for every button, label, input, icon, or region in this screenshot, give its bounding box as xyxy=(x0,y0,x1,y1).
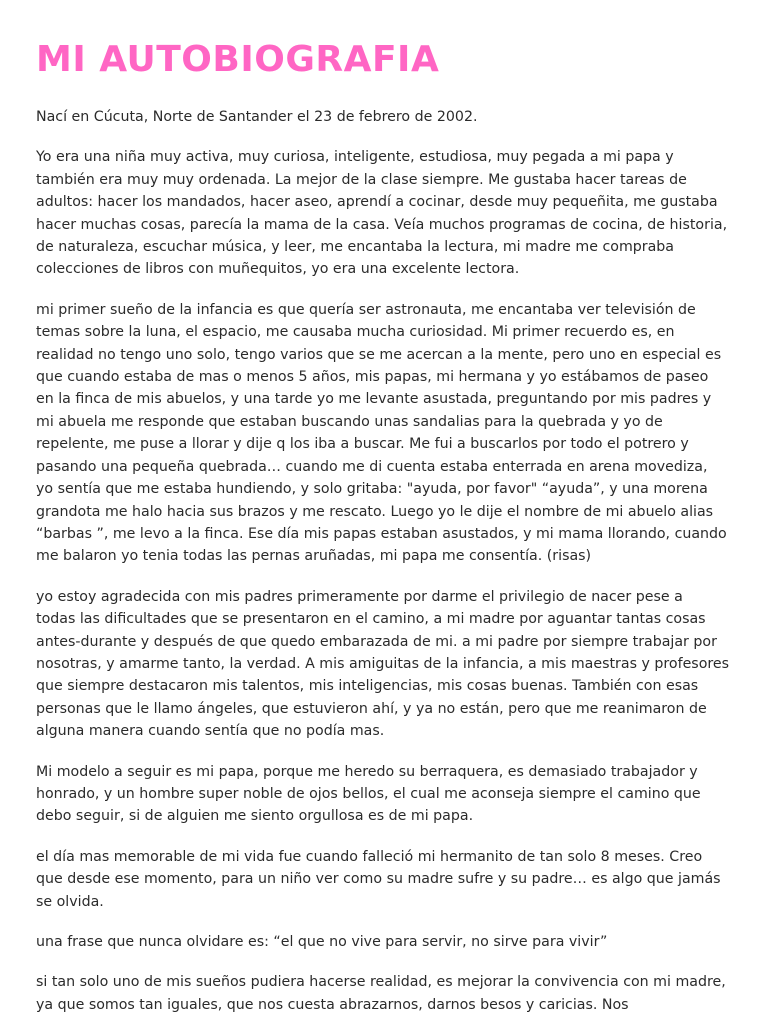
paragraph-line: personas que le llamo ángeles, que estuvieron ahí, y ya no están, pero que me reanimaron de xyxy=(36,700,707,717)
paragraph-line: repelente, me puse a llorar y dije q los iba a buscar. Me fui a buscarlos por todo el potrero y xyxy=(36,436,689,453)
paragraph-line: que cuando estaba de mas o menos 5 años, mis papas, mi hermana y yo estábamos de paseo xyxy=(36,369,709,386)
paragraph-line: si tan solo uno de mis sueños pudiera hacerse realidad, es mejorar la convivencia con mi madre, xyxy=(36,974,726,991)
paragraph-line: realidad no tengo uno solo, tengo varios que se me acercan a la mente, pero uno en especial es xyxy=(36,346,722,363)
paragraph-line: antes-durante y después de que quedo embarazada de mi. a mi padre por siempre trabajar por xyxy=(36,633,717,650)
paragraph-line: adultos: hacer los mandados, hacer aseo, aprendí a cocinar, desde muy pequeñita, me gustaba xyxy=(36,194,718,211)
paragraph-line: “barbas ”, me levo a la finca. Ese día mis papas estaban asustados, y mi mama llorando, cuando xyxy=(36,525,727,542)
paragraph xyxy=(36,971,734,1016)
paragraph-line: honrado, y un hombre super noble de ojos bellos, el cual me aconseja siempre el camino que xyxy=(36,785,701,802)
paragraph xyxy=(36,106,734,128)
paragraph-line: mi primer sueño de la infancia es que quería ser astronauta, me encantaba ver televisión de xyxy=(36,301,696,318)
paragraph-line: temas sobre la luna, el espacio, me causaba mucha curiosidad. Mi primer recuerdo es, en xyxy=(36,324,675,341)
paragraph-line: también era muy muy ordenada. La mejor de la clase siempre. Me gustaba hacer tareas de xyxy=(36,171,687,188)
document-body xyxy=(36,106,734,1016)
paragraph-line: de naturaleza, escuchar música, y leer, me encantaba la lectura, mi madre me compraba xyxy=(36,239,674,256)
paragraph-line: grandota me halo hacia sus brazos y me rescato. Luego yo le dije el nombre de mi abuelo alias xyxy=(36,503,714,520)
document-title: MI AUTOBIOGRAFIA xyxy=(36,39,440,80)
paragraph-line: una frase que nunca olvidare es: “el que no vive para servir, no sirve para vivir” xyxy=(36,934,608,950)
paragraph-line: todas las dificultades que se presentaron en el camino, a mi madre por aguantar tantas cosas xyxy=(36,611,706,628)
paragraph-line: Yo era una niña muy activa, muy curiosa, inteligente, estudiosa, muy pegada a mi papa y xyxy=(36,149,674,166)
paragraph-line: nosotras, y amarme tanto, la verdad. A mis amiguitas de la infancia, a mis maestras y profesores xyxy=(36,655,730,672)
paragraph-line: que siempre destacaron mis talentos, mis inteligencias, mis cosas buenas. También con esas xyxy=(36,678,699,695)
paragraph-line: debo seguir, si de alguien me siento orgullosa es de mi papa. xyxy=(36,808,474,825)
paragraph-line: ya que somos tan iguales, que nos cuesta abrazarnos, darnos besos y caricias. Nos xyxy=(36,996,629,1013)
paragraph-line: en la finca de mis abuelos, y una tarde yo me levante asustada, preguntando por mis padres y xyxy=(36,391,712,408)
paragraph xyxy=(36,299,734,568)
paragraph-line: Nací en Cúcuta, Norte de Santander el 23 de febrero de 2002. xyxy=(36,109,478,125)
paragraph-line: colecciones de libros con muñequitos, yo era una excelente lectora. xyxy=(36,261,520,278)
paragraph xyxy=(36,146,734,280)
paragraph-line: el día mas memorable de mi vida fue cuando falleció mi hermanito de tan solo 8 meses. Creo xyxy=(36,848,703,865)
paragraph-line: me balaron yo tenia todas las pernas aruñadas, mi papa me consentía. (risas) xyxy=(36,548,592,565)
paragraph-line: alguna manera cuando sentía que no podía mas. xyxy=(36,723,385,740)
paragraph-line: que desde ese momento, para un niño ver como su madre sufre y su padre… es algo que jamás xyxy=(36,871,721,888)
paragraph xyxy=(36,761,734,828)
paragraph-line: Mi modelo a seguir es mi papa, porque me heredo su berraquera, es demasiado trabajador y xyxy=(36,763,698,780)
paragraph xyxy=(36,846,734,913)
paragraph-line: mi abuela me responde que estaban buscando unas sandalias para la quebrada y yo de xyxy=(36,413,663,430)
paragraph-line: se olvida. xyxy=(36,893,104,910)
paragraph-line: hacer muchas cosas, parecía la mama de la casa. Veía muchos programas de cocina, de historia, xyxy=(36,216,728,233)
paragraph-line: yo sentía que me estaba hundiendo, y solo gritaba: "ayuda, por favor" “ayuda”, y una morena xyxy=(36,481,708,498)
paragraph-line: yo estoy agradecida con mis padres primeramente por darme el privilegio de nacer pese a xyxy=(36,588,683,605)
paragraph xyxy=(36,586,734,743)
paragraph xyxy=(36,931,734,953)
paragraph-line: pasando una pequeña quebrada… cuando me di cuenta estaba enterrada en arena movediza, xyxy=(36,458,708,475)
